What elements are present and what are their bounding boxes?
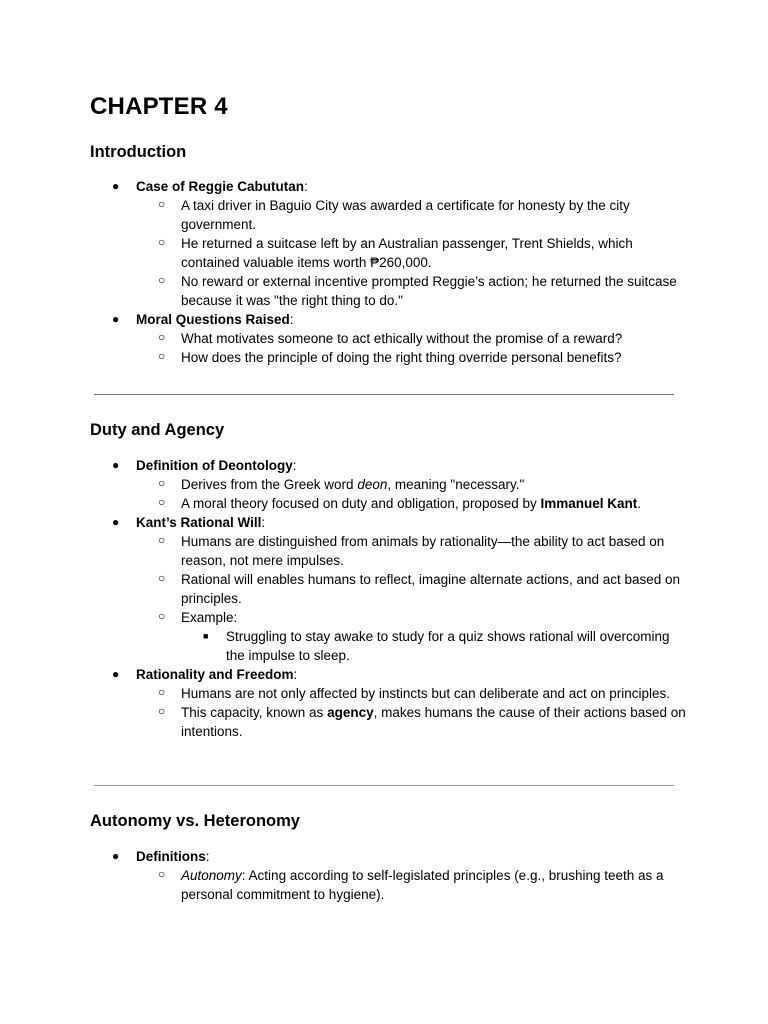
list-item: ● Definition of Deontology: ○ Derives from the Greek word deon, meaning "necessary." ○ A moral theory focused on duty and obligation, proposed by Immanuel Kant.	[90, 456, 690, 513]
bullet-marker: ●	[112, 179, 120, 193]
introduction-section	[90, 177, 690, 367]
list-item: ● Kant’s Rational Will: ○ Humans are distinguished from animals by rationality—the ability to act based on reason, not mere impulses. ○ Rational will enables humans to reflect, imagine alternate actions, and act based on principles. ○ Example: ■ Struggling to stay awake to study for a quiz shows rational will overcoming the impulse to sleep.	[90, 513, 690, 665]
list-item: ○ What motivates someone to act ethically without the promise of a reward?	[158, 330, 623, 346]
list-item: ○ This capacity, known as agency, makes humans the cause of their actions based on intentions.	[158, 704, 686, 739]
list-item: ○ Rational will enables humans to reflect, imagine alternate actions, and act based on principles.	[158, 571, 681, 606]
case-label: Case of Reggie Cabututan	[136, 179, 305, 194]
list-item: ○ How does the principle of doing the right thing override personal benefits?	[158, 349, 622, 365]
heading-introduction: Introduction	[90, 143, 187, 161]
list-item: ○ A taxi driver in Baguio City was awarded a certificate for honesty by the city government.	[158, 197, 630, 232]
autonomy-section	[90, 847, 690, 904]
list-item: ● Rationality and Freedom: ○ Humans are not only affected by instincts but can deliberate and act on principles. ○ This capacity, known as agency, makes humans the cause of their actions based on intentions.	[90, 665, 690, 741]
list-item: ○ Autonomy: Acting according to self-legislated principles (e.g., brushing teeth as a personal commitment to hygiene).	[158, 867, 664, 902]
list-item: ○ No reward or external incentive prompted Reggie’s action; he returned the suitcase because it was "the right thing to do."	[158, 273, 677, 308]
heading-autonomy: Autonomy vs. Heteronomy	[90, 812, 300, 830]
list-item: ○ He returned a suitcase left by an Australian passenger, Trent Shields, which contained valuable items worth ₱260,000.	[158, 235, 633, 270]
list-item: ○ Example: ■ Struggling to stay awake to study for a quiz shows rational will overcoming the impulse to sleep.	[136, 608, 690, 665]
bullet-marker: ●	[112, 312, 120, 326]
kant-label: Kant’s Rational Will	[136, 515, 262, 530]
page-title: CHAPTER 4	[90, 93, 228, 120]
deontology-label: Definition of Deontology	[136, 458, 293, 473]
definitions-label: Definitions	[136, 849, 206, 864]
list-item: ○ Derives from the Greek word deon, meaning "necessary."	[158, 476, 525, 492]
list-item: ● Definitions: ○ Autonomy: Acting according to self-legislated principles (e.g., brushing teeth as a personal commitment to hygiene).	[90, 847, 690, 904]
list-item: ■ Struggling to stay awake to study for a quiz shows rational will overcoming the impulse to sleep.	[203, 629, 670, 663]
list-item: ● Case of Reggie Cabututan: ○ A taxi driver in Baguio City was awarded a certificate for honesty by the city government. ○ He returned a suitcase left by an Australian passenger, Trent Shields, which contained valuable items worth ₱260,000. ○ No reward or external incentive prompted Reggie’s action; he returned the suitcase because it was "the right thing to do."	[90, 177, 690, 310]
list-item: ○ A moral theory focused on duty and obligation, proposed by Immanuel Kant.	[158, 495, 642, 511]
heading-duty-agency: Duty and Agency	[90, 421, 225, 439]
rationality-label: Rationality and Freedom	[136, 667, 294, 682]
section-divider	[94, 394, 674, 395]
list-item: ○ Humans are not only affected by instincts but can deliberate and act on principles.	[158, 685, 671, 701]
duty-section	[90, 456, 690, 741]
list-item: ● Moral Questions Raised: ○ What motivates someone to act ethically without the promise of a reward? ○ How does the principle of doing the right thing override personal benefits?	[90, 310, 690, 367]
list-item: ○ Humans are distinguished from animals by rationality—the ability to act based on reason, not mere impulses.	[158, 533, 665, 568]
moral-label: Moral Questions Raised	[136, 312, 290, 327]
section-divider	[94, 785, 674, 786]
